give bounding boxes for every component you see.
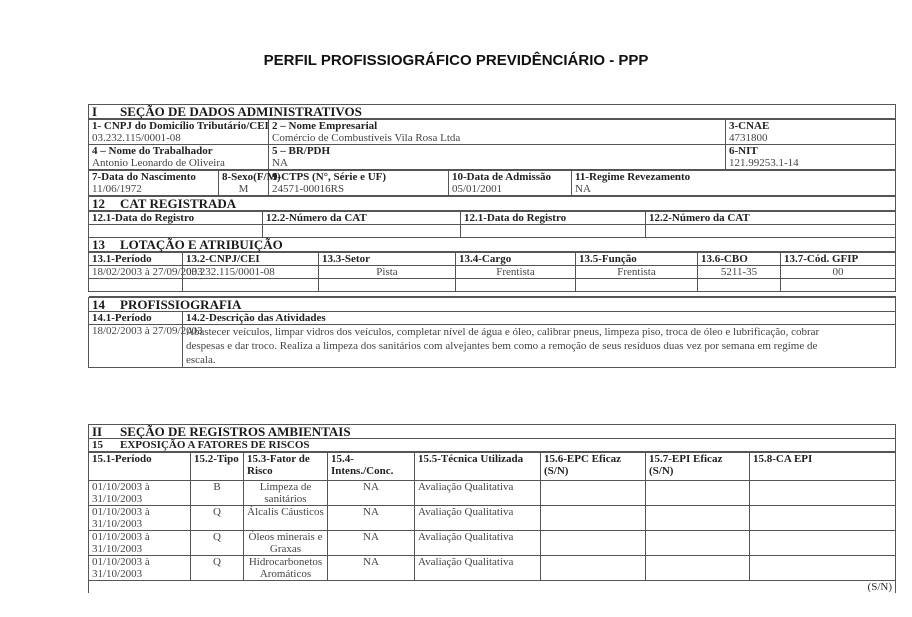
cell [541,506,646,531]
cell: Álcalis Cáusticos [244,506,328,531]
risk-header: 15.3-Fator de Risco [244,453,328,481]
cell [750,531,896,556]
cat-header: 12.1-Data do Registro [89,212,263,225]
section-i-header: I SEÇÃO DE DADOS ADMINISTRATIVOS [89,105,896,119]
cell: Frentista [456,266,576,279]
cell [750,481,896,506]
field-ctps: 9-CTPS (N°, Série e UF) 24571-00016RS [269,171,449,196]
cell [646,531,750,556]
activity-description: Abastecer veículos, limpar vidros dos veículos, completar nível de água e óleo, calibrar pneus, limpeza piso, troca de óleo e lubrificação, cobrar despesas e dar troco. Realiza a limpeza dos sanitários com alvejantes bem como a remoção de seus resíduos duas vez por semana em regime de escala. [183,325,896,368]
cat-header: 12.1-Data do Registro [461,212,646,225]
cell: 01/10/2003 à 31/10/2003 [89,481,191,506]
field-br-pdh: 5 – BR/PDH NA [269,145,726,170]
lotacao-header: 13.4-Cargo [456,253,576,266]
risk-header: 15.5-Técnica Utilizada [415,453,541,481]
cell [541,531,646,556]
cell: Óleos minerais e Graxas [244,531,328,556]
section-14-header: 14 PROFISSIOGRAFIA [89,298,896,312]
lotacao-header: 13.6-CBO [698,253,781,266]
document-title: PERFIL PROFISSIOGRÁFICO PREVIDÊNCIÁRIO - PPP [263,52,649,69]
cell [646,556,750,581]
field-worker-name: 4 – Nome do Trabalhador Antonio Leonardo de Oliveira [89,145,269,170]
risk-header: 15.2-Tipo [191,453,244,481]
cell: NA [328,506,415,531]
cell [541,556,646,581]
cell: NA [328,556,415,581]
cell: Avaliação Qualitativa [415,531,541,556]
activity-period: 18/02/2003 à 27/09/2003 [89,325,183,368]
cell: NA [328,481,415,506]
footer-sn: (S/N) [89,581,896,594]
risk-row [89,481,896,506]
section-administrative [88,104,895,368]
section-12-header: 12 CAT REGISTRADA [89,197,896,211]
lotacao-header: 13.2-CNPJ/CEI [183,253,319,266]
cell: Hidrocarbonetos Aromáticos [244,556,328,581]
profissiografia-header: 14.1-Período [89,312,183,325]
field-cnpj: 1- CNPJ do Domicílio Tributário/CEI 03.232.115/0001-08 [89,120,269,145]
cell [750,506,896,531]
cell: NA [328,531,415,556]
cell: Avaliação Qualitativa [415,556,541,581]
field-shift-regime: 11-Regime Revezamento NA [572,171,896,196]
risk-header: 15.4-Intens./Conc. [328,453,415,481]
risk-row [89,506,896,531]
cell: 01/10/2003 à 31/10/2003 [89,556,191,581]
cell: 5211-35 [698,266,781,279]
cell: Avaliação Qualitativa [415,481,541,506]
cell [541,481,646,506]
field-birth-date: 7-Data do Nascimento 11/06/1972 [89,171,219,196]
cell: 01/10/2003 à 31/10/2003 [89,506,191,531]
section-15-header: 15 EXPOSIÇÃO A FATORES DE RISCOS [89,439,896,452]
profissiografia-header: 14.2-Descrição das Atividades [183,312,896,325]
lotacao-header: 13.7-Cód. GFIP [781,253,896,266]
cell [646,481,750,506]
field-cnae: 3-CNAE 4731800 [726,120,896,145]
cell: B [191,481,244,506]
cell: Q [191,556,244,581]
cell: Limpeza de sanitários [244,481,328,506]
field-nit: 6-NIT 121.99253.1-14 [726,145,896,170]
field-admission-date: 10-Data de Admissão 05/01/2001 [449,171,572,196]
cell: Frentista [576,266,698,279]
cat-header: 12.2-Número da CAT [646,212,896,225]
lotacao-header: 13.5-Função [576,253,698,266]
table-row [89,266,896,279]
field-company-name: 2 – Nome Empresarial Comércio de Combustíveis Vila Rosa Ltda [269,120,726,145]
cell: Avaliação Qualitativa [415,506,541,531]
cell: 18/02/2003 à 27/09/2003 [89,266,183,279]
risk-row [89,531,896,556]
cell [646,506,750,531]
cell: 01/10/2003 à 31/10/2003 [89,531,191,556]
lotacao-header: 13.3-Setor [319,253,456,266]
risk-header: 15.7-EPI Eficaz (S/N) [646,453,750,481]
cell: Pista [319,266,456,279]
cell: Q [191,506,244,531]
cell: 03.232.115/0001-08 [183,266,319,279]
field-sex: 8-Sexo(F/M) M [219,171,269,196]
risk-row [89,556,896,581]
cat-header: 12.2-Número da CAT [263,212,461,225]
risk-header: 15.1-Período [89,453,191,481]
section-environmental [88,424,895,593]
cell [750,556,896,581]
cell: Q [191,531,244,556]
cell: 00 [781,266,896,279]
section-13-header: 13 LOTAÇÃO E ATRIBUIÇÃO [89,238,896,252]
lotacao-header: 13.1-Período [89,253,183,266]
risk-header: 15.8-CA EPI [750,453,896,481]
risk-header: 15.6-EPC Eficaz (S/N) [541,453,646,481]
section-ii-header: II SEÇÃO DE REGISTROS AMBIENTAIS [89,425,896,439]
